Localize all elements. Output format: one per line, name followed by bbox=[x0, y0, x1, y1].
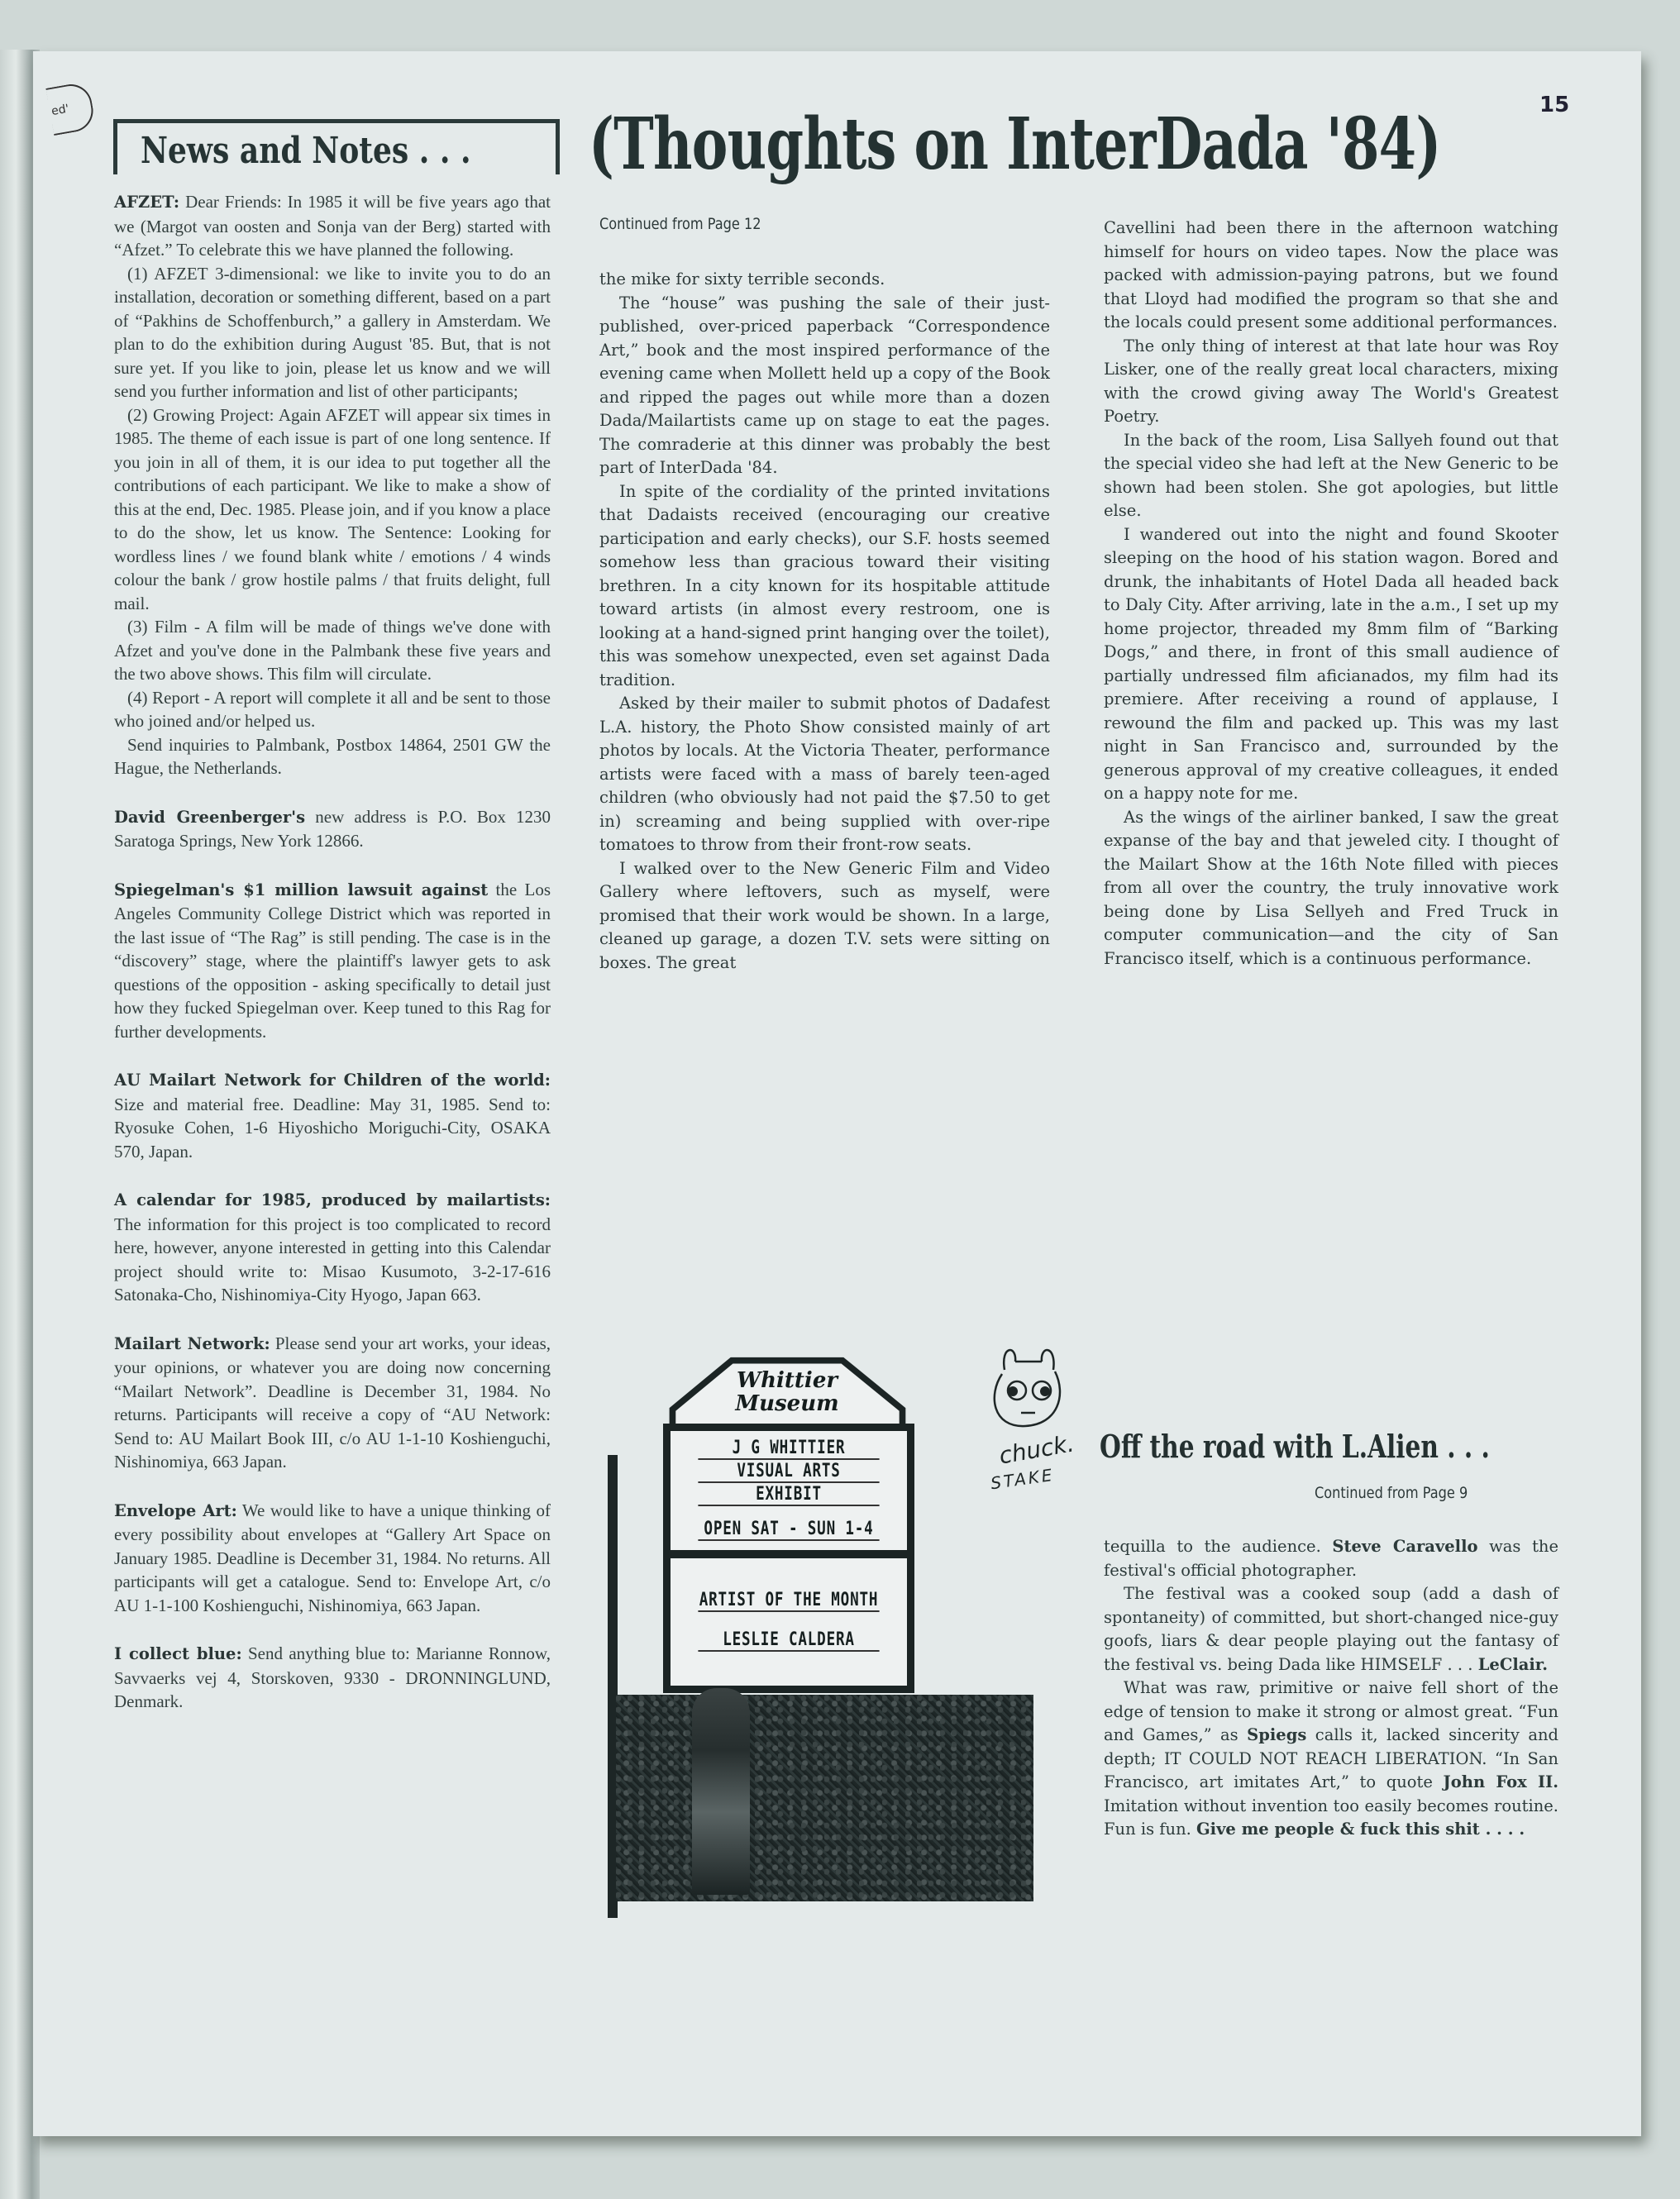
article-paragraph: The only thing of interest at that late hour was Roy Lisker, one of the really great local characters, mixing with the crowd giving away The World's Greatest Poetry. bbox=[1104, 336, 1558, 426]
alien-face-icon bbox=[984, 1337, 1075, 1436]
magazine-page bbox=[33, 51, 1641, 2136]
museum-name: Whittier Museum bbox=[735, 1368, 839, 1416]
bold-name: Spiegs bbox=[1247, 1725, 1307, 1744]
news-entry-envelope-art bbox=[114, 1499, 551, 1618]
sign-line: EXHIBIT bbox=[698, 1484, 879, 1506]
news-and-notes-header-box bbox=[113, 119, 560, 174]
sign-line: J G WHITTIER bbox=[698, 1438, 879, 1460]
signature-chuck: chuck. bbox=[996, 1429, 1076, 1470]
article-paragraph: the mike for sixty terrible seconds. bbox=[599, 270, 885, 289]
news-entry-collect-blue bbox=[114, 1642, 551, 1714]
entry-title: Mailart Network: bbox=[114, 1333, 270, 1353]
museum-sign bbox=[663, 1354, 911, 1677]
news-entry-mailart-network bbox=[114, 1332, 551, 1474]
sign-line: OPEN SAT - SUN 1-4 bbox=[698, 1519, 879, 1541]
news-entry-au-children bbox=[114, 1068, 551, 1163]
article-paragraph: As the wings of the airliner banked, I saw the great expanse of the bay and that jeweled city. I thought of the Mailart Show at the 16th Note filled with pieces from all over the country, the truly innovative work being done by Lisa Sellyeh and Fred Truck in computer communication—and the city of San Francisco itself, which is a continuous performance. bbox=[1104, 807, 1558, 968]
standing-figure bbox=[692, 1688, 750, 1895]
entry-title: Envelope Art: bbox=[114, 1500, 237, 1520]
afzet-item-2: (2) Growing Project: Again AFZET will appear six times in 1985. The theme of each issue is part of one long sentence. If you join in all of them, it is our idea to put together all the contributions of each participant. We like to make a show of this at the end, Dec. 1985. Please join, and if you know a place to do the show, let us know. The Sentence: Looking for wordless lines / we found blank white / emotions / 4 winds colour the bank / grow hostile palms / that fruits delight, full mail. bbox=[114, 404, 551, 613]
sign-board bbox=[663, 1424, 914, 1693]
halftone-photo-person bbox=[616, 1695, 1033, 1901]
bold-name: John Fox II. bbox=[1443, 1772, 1558, 1791]
news-entry-greenberger bbox=[114, 805, 551, 853]
article-paragraph: In spite of the cordiality of the printed invitations that Dadaists received (encouraging our creative participation and early checks), our S.F. hosts seemed somehow less than gracious toward their visiting brethren. In a city known for its hospitable attitude toward artists (in almost every restroom, one is looking at a hand-signed print hanging over the toilet), this was somehow unexpected, even set against Dada tradition. bbox=[599, 481, 1050, 689]
news-entry-afzet bbox=[114, 190, 551, 262]
article-paragraph: The festival was a cooked soup (add a dash of spontaneity) of committed, but short-changed nice-guy goofs, liars & dear people playing out the fantasy of the festival vs. being Dada like HIMSELF . . . LeClair. bbox=[1104, 1584, 1558, 1674]
article-paragraph: In the back of the room, Lisa Sallyeh found out that the special video she had left at the New Generic to be shown had been stolen. She got apologies, but little else. bbox=[1104, 430, 1558, 520]
interdada-right-column bbox=[1104, 217, 1558, 971]
news-and-notes-column bbox=[114, 190, 551, 1714]
sign-divider bbox=[671, 1550, 907, 1558]
article-paragraph: I wandered out into the night and found Skooter sleeping on the hood of his station wagon. Bored and drunk, the inhabitants of Hotel Dada all headed back to Daly City. After arriving, late in the a.m., I set up my home projector, threaded my 8mm film of “Barking Dogs,” and there, in front of this small audience of partially undressed film aficianados, my film had its premiere. After receiving a round of applause, I rewound the film and packed up. This was my last night in San Francisco and, surrounded by the generous approval of my creative colleagues, it ended on a happy note for me. bbox=[1104, 524, 1558, 803]
entry-body: We would like to have a unique thinking of every possibility about envelopes at “Gallery Art Space on January 1985. Deadline is December 31, 1984. No returns. All participants will get a catalogue. Send to: Envelope Art, c/o AU 1-1-100 Koshienguchi, Nishinomiya, 663 Japan. bbox=[114, 1500, 551, 1615]
lalien-title: Off the road with L.Alien . . . bbox=[1100, 1428, 1490, 1465]
bubble-text: ed' bbox=[50, 102, 70, 119]
article-paragraph: What was raw, primitive or naive fell short of the edge of tension to make it strong or almost great. “Fun and Games,” as Spiegs calls it, lacked sincerity and depth; IT COULD NOT REACH LIBERATION. “In San Francisco, art imitates Art,” to quote John Fox II. Imitation without invention too easily becomes routine. Fun is fun. Give me people & fuck this shit . . . . bbox=[1104, 1678, 1558, 1839]
bold-name: LeClair. bbox=[1477, 1654, 1549, 1674]
bold-name: Steve Caravello bbox=[1332, 1537, 1478, 1556]
sign-line: ARTIST OF THE MONTH bbox=[699, 1590, 879, 1610]
continued-from-page-12: Continued from Page 12 bbox=[599, 215, 761, 233]
continued-from-page-9: Continued from Page 9 bbox=[1315, 1484, 1468, 1502]
entry-body: Send anything blue to: Marianne Ronnow, Savvaerks vej 4, Storskoven, 9330 - DRONNINGLUND, Denmark. bbox=[114, 1643, 551, 1711]
news-entry-spiegelman bbox=[114, 878, 551, 1044]
entry-title: Spiegelman's $1 million lawsuit against bbox=[114, 880, 489, 899]
entry-body: Please send your art works, your ideas, your opinions, or whatever you are doing now concerning “Mailart Network”. Deadline is December 31, 1984. No returns. Participants will receive a copy of “AU Network: Send to: AU Mailart Book III, c/o AU 1-1-10 Koshienguchi, Nishinomiya, 663 Japan. bbox=[114, 1333, 551, 1472]
entry-title: I collect blue: bbox=[114, 1644, 242, 1663]
article-title: (Thoughts on InterDada '84) bbox=[589, 103, 1441, 186]
news-entry-calendar bbox=[114, 1188, 551, 1307]
speech-bubble-fragment bbox=[45, 81, 96, 136]
afzet-item-4: (4) Report - A report will complete it all and be sent to those who joined and/or helped us. bbox=[114, 687, 551, 731]
article-paragraph: tequilla to the audience. Steve Caravello was the festival's official photographer. bbox=[1104, 1537, 1558, 1580]
news-and-notes-title: News and Notes . . . bbox=[141, 130, 471, 172]
entry-body: Size and material free. Deadline: May 31, 1985. Send to: Ryosuke Cohen, 1-6 Hiyoshicho Moriguchi-City, OSAKA 570, Japan. bbox=[114, 1094, 551, 1162]
sign-line: LESLIE CALDERA bbox=[698, 1629, 879, 1652]
afzet-item-3: (3) Film - A film will be made of things we've done with Afzet and you've done in the Palmbank these five years and the two above shows. This film will circulate. bbox=[114, 617, 551, 684]
entry-body: The information for this project is too complicated to record here, however, anyone interested in getting into this Calendar project should write to: Misao Kusumoto, 3-2-17-616 Satonaka-Cho, Nishinomiya-City Hyogo, Japan 663. bbox=[114, 1214, 551, 1305]
entry-body: the Los Angeles Community College District which was reported in the last issue of “The Rag” is still pending. The case is in the “discovery” stage, where the plaintiff's lawyer gets to ask questions of the opposition - asking specifically to detail just how they fucked Spiegelman over. Keep tuned to this Rag for further developments. bbox=[114, 879, 551, 1042]
entry-title: David Greenberger's bbox=[114, 807, 306, 827]
entry-body: new address is P.O. Box 1230 Saratoga Springs, New York 12866. bbox=[114, 806, 551, 851]
lalien-column bbox=[1104, 1535, 1558, 1842]
article-paragraph: The “house” was pushing the sale of their just-published, over-priced paperback “Correspondence Art,” book and the most inspired performance of the evening came when Mollett held up a copy of the Book and ripped the pages out while more than a dozen Dada/Mailartists came up on stage to eat the pages. The comraderie at this dinner was probably the best part of InterDada '84. bbox=[599, 293, 1050, 477]
interdada-middle-column bbox=[599, 268, 1050, 975]
afzet-item-1: (1) AFZET 3-dimensional: we like to invite you to do an installation, decoration or something different, based on a part of “Pakhins de Schoffenburch,” a gallery in Amsterdam. We plan to do the exhibition during August '85. But, that is not sure yet. If you like to join, please let us know and we will send you further information and list of other participants; bbox=[114, 263, 551, 401]
page-number: 15 bbox=[1539, 93, 1570, 117]
alien-doodle bbox=[984, 1337, 1075, 1502]
entry-title: A calendar for 1985, produced by mailartists: bbox=[114, 1190, 551, 1209]
signature-stake: STAKE bbox=[989, 1464, 1056, 1494]
article-paragraph: Cavellini had been there in the afternoon watching himself for hours on video tapes. Now the place was packed with admission-paying patrons, but we found that Lloyd had modified the program so that she and the locals could present some additional performances. bbox=[1104, 218, 1558, 332]
article-paragraph: Asked by their mailer to submit photos of Dadafest L.A. history, the Photo Show consisted mainly of art photos by locals. At the Victoria Theater, performance artists were faced with a mass of barely teen-aged children (who obviously had not paid the $7.50 to get in) screaming and being supplied with over-ripe tomatoes to throw from their front-row seats. bbox=[599, 694, 1050, 854]
article-paragraph: I walked over to the New Generic Film and Video Gallery where leftovers, such as myself, were promised that their work would be shown. In a large, cleaned up garage, a dozen T.V. sets were sitting on boxes. The great bbox=[599, 858, 1050, 972]
entry-title: AU Mailart Network for Children of the world: bbox=[114, 1071, 551, 1090]
bold-closing: Give me people & fuck this shit . . . . bbox=[1196, 1820, 1525, 1839]
afzet-inquiries: Send inquiries to Palmbank, Postbox 14864, 2501 GW the Hague, the Netherlands. bbox=[114, 734, 551, 778]
entry-title: AFZET: bbox=[114, 193, 180, 212]
entry-body: Dear Friends: In 1985 it will be five years ago that we (Margot van oosten and Sonja van der Berg) started with “Afzet.” To celebrate this we have planned the following. bbox=[114, 192, 551, 260]
sign-line: VISUAL ARTS bbox=[698, 1461, 879, 1483]
